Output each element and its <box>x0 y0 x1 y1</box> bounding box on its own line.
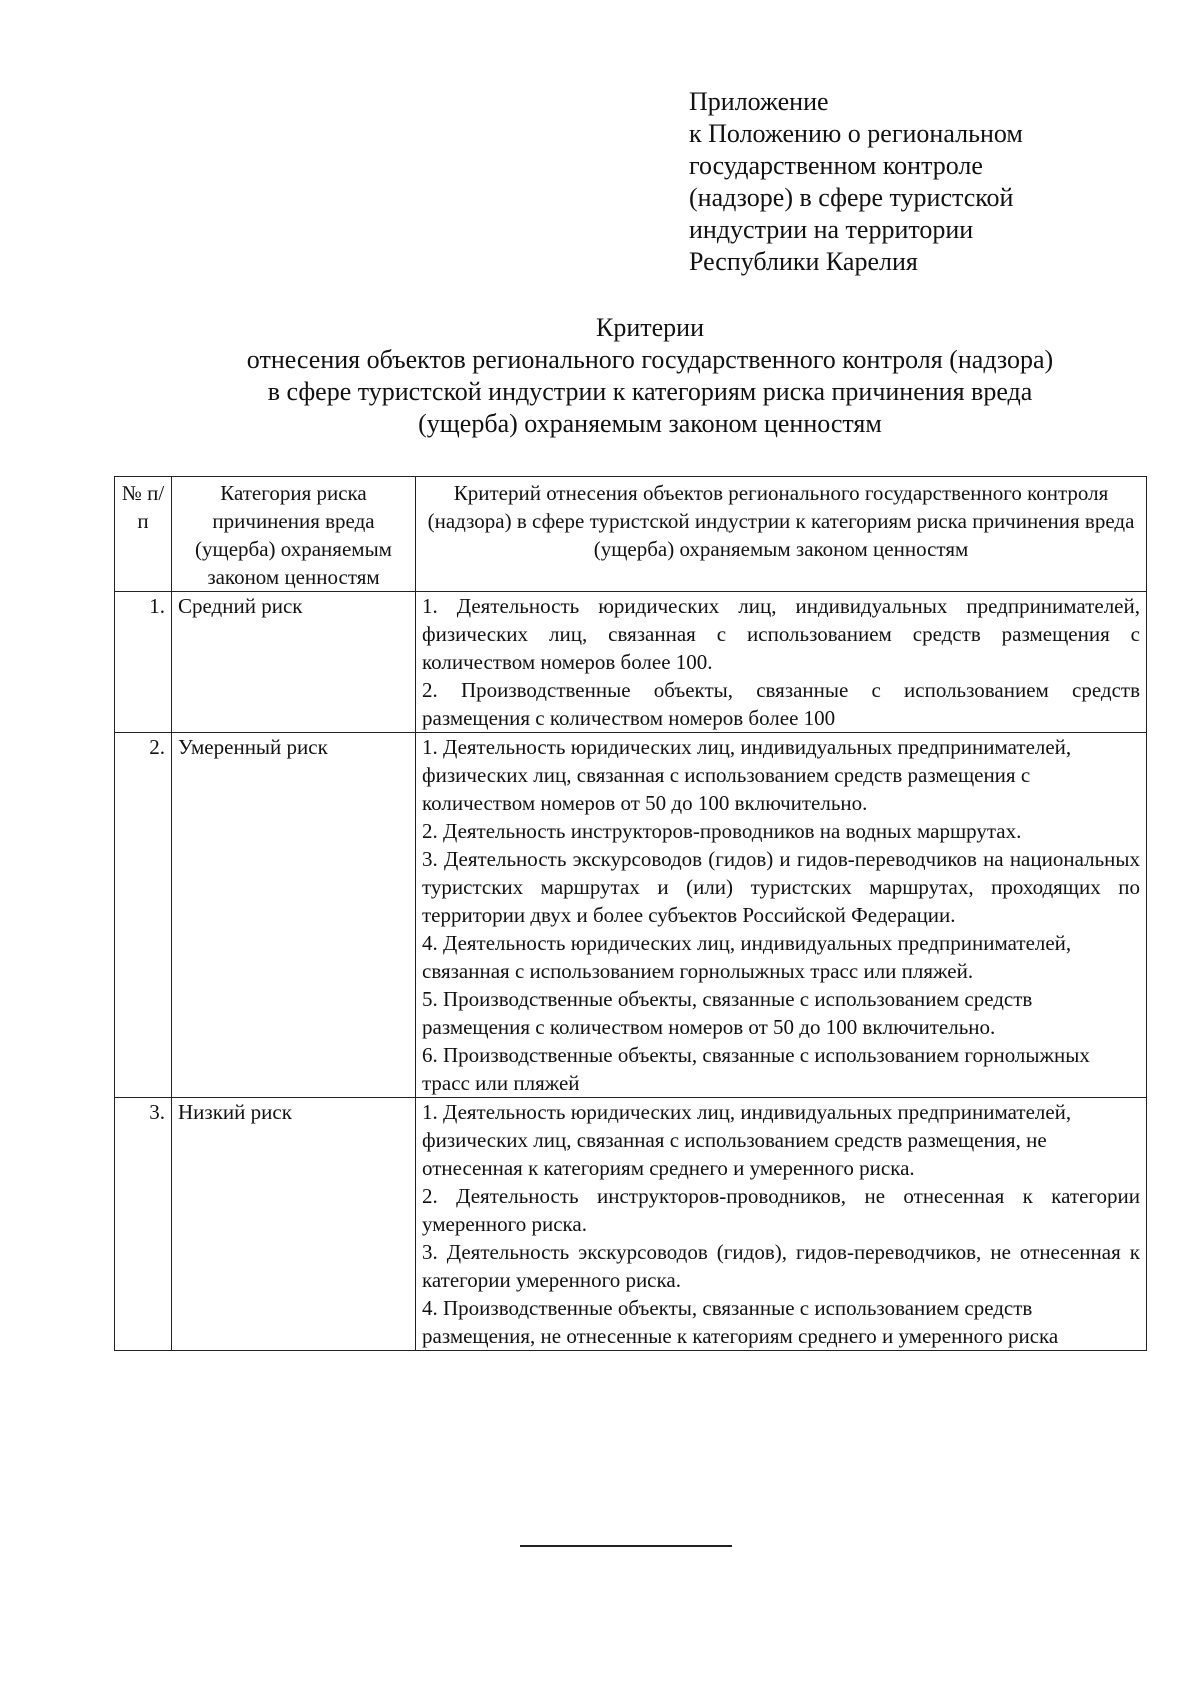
table-row <box>115 592 1147 733</box>
title-line: отнесения объектов регионального государственного контроля (надзора) <box>246 345 1054 374</box>
table-row <box>115 1098 1147 1351</box>
appendix-line: Республики Карелия <box>689 247 918 276</box>
header-criterion: Критерий отнесения объектов регионального государственного контроля (надзора) в сфере туристской индустрии к категориям риска причинения вреда (ущерба) охраняемым законом ценностям <box>416 477 1147 592</box>
document-title <box>0 312 1200 440</box>
criterion-item: 1. Деятельность юридических лиц, индивидуальных предпринимателей, физических лиц, связанная с использованием средств размещения с количеством номеров от 50 до 100 включительно. <box>422 735 1072 815</box>
appendix-line: государственном контроле <box>689 151 983 180</box>
title-line: (ущерба) охраняемым законом ценностям <box>418 409 882 438</box>
criterion-item: 1. Деятельность юридических лиц, индивидуальных предпринимателей, физических лиц, связанная с использованием средств размещения с количеством номеров более 100. <box>422 594 1140 674</box>
row-category: Умеренный риск <box>172 733 416 1098</box>
appendix-line: к Положению о региональном <box>689 119 1023 148</box>
criterion-item: 2. Деятельность инструкторов-проводников на водных маршрутах. <box>422 819 1022 843</box>
row-number: 1. <box>115 592 172 733</box>
criterion-item: 2. Деятельность инструкторов-проводников, не отнесенная к категории умеренного риска. <box>422 1184 1140 1236</box>
criterion-item: 2. Производственные объекты, связанные с использованием средств размещения с количеством номеров более 100 <box>422 678 1140 730</box>
row-criteria <box>416 592 1147 733</box>
row-category: Средний риск <box>172 592 416 733</box>
table-header-row <box>115 477 1147 592</box>
criterion-item: 6. Производственные объекты, связанные с использованием горнолыжных трасс или пляжей <box>422 1043 1090 1095</box>
row-number: 3. <box>115 1098 172 1351</box>
criterion-item: 3. Деятельность экскурсоводов (гидов) и гидов-переводчиков на национальных туристских маршрутах и (или) туристских маршрутах, проходящих по территории двух и более субъектов Российской Федерации. <box>422 847 1140 927</box>
criterion-item: 5. Производственные объекты, связанные с использованием средств размещения с количеством номеров от 50 до 100 включительно. <box>422 987 1033 1039</box>
row-number: 2. <box>115 733 172 1098</box>
appendix-line: (надзоре) в сфере туристской <box>689 183 1014 212</box>
table-row <box>115 733 1147 1098</box>
title-heading: Критерии <box>596 313 704 342</box>
header-category: Категория риска причинения вреда (ущерба) охраняемым законом ценностям <box>172 477 416 592</box>
appendix-block <box>689 86 1023 278</box>
criteria-table <box>114 476 1147 1351</box>
appendix-line: индустрии на территории <box>689 215 974 244</box>
title-line: в сфере туристской индустрии к категориям риска причинения вреда <box>267 377 1033 406</box>
criterion-item: 4. Производственные объекты, связанные с использованием средств размещения, не отнесенные к категориям среднего и умеренного риска <box>422 1296 1059 1348</box>
footer-divider <box>520 1545 732 1547</box>
row-category: Низкий риск <box>172 1098 416 1351</box>
criterion-item: 3. Деятельность экскурсоводов (гидов), гидов-переводчиков, не отнесенная к категории умеренного риска. <box>422 1240 1140 1292</box>
criterion-item: 1. Деятельность юридических лиц, индивидуальных предпринимателей, физических лиц, связанная с использованием средств размещения, не отнесенная к категориям среднего и умеренного риска. <box>422 1100 1072 1180</box>
criterion-item: 4. Деятельность юридических лиц, индивидуальных предпринимателей, связанная с использованием горнолыжных трасс или пляжей. <box>422 931 1072 983</box>
appendix-line: Приложение <box>689 87 829 116</box>
row-criteria <box>416 1098 1147 1351</box>
row-criteria <box>416 733 1147 1098</box>
header-number: № п/п <box>115 477 172 592</box>
